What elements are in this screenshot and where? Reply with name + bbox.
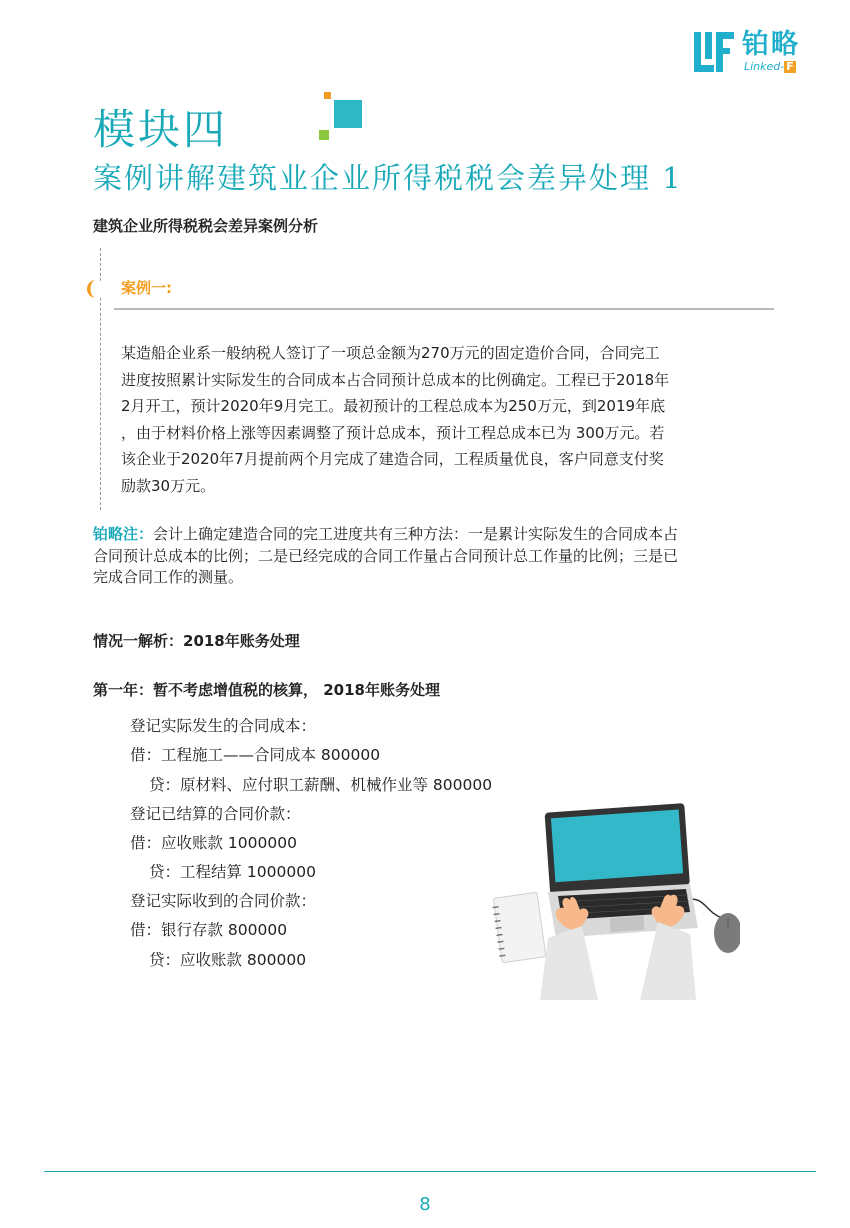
entry-line: 贷：原材料、应付职工薪酬、机械作业等 800000 bbox=[149, 776, 493, 794]
page-number: 8 bbox=[419, 1194, 431, 1215]
module-title: 模块四 bbox=[93, 105, 229, 154]
entry-line: 借：应收账款 1000000 bbox=[130, 834, 297, 852]
deco-square-orange bbox=[324, 92, 331, 99]
entry-line: 贷：工程结算 1000000 bbox=[149, 863, 316, 881]
case-line: 励款30万元。 bbox=[121, 476, 216, 495]
deco-square-green bbox=[319, 130, 329, 140]
case-line: 进度按照累计实际发生的合同成本占合同预计总成本的比例确定。工程已于2018年 bbox=[121, 370, 670, 389]
entry-line: 登记已结算的合同价款： bbox=[130, 805, 301, 823]
note-label: 铂略注： bbox=[93, 525, 154, 543]
case-body bbox=[121, 340, 771, 499]
laptop-illustration-icon bbox=[490, 800, 740, 1000]
entry-line: 登记实际收到的合同价款： bbox=[130, 892, 317, 910]
case-line: 某造船企业系一般纳税人签订了一项总金额为270万元的固定造价合同，合同完工 bbox=[121, 344, 660, 362]
case-line: 该企业于2020年7月提前两个月完成了建造合同，工程质量优良，客户同意支付奖 bbox=[121, 450, 664, 468]
footer-rule bbox=[44, 1171, 816, 1172]
year-heading: 第一年：暂不考虑增值税的核算， 2018年账务处理 bbox=[93, 681, 440, 699]
note-line: 会计上确定建造合同的完工进度共有三种方法：一是累计实际发生的合同成本占 bbox=[153, 525, 679, 543]
case-divider bbox=[114, 308, 774, 310]
logo-text: 铂略 bbox=[742, 29, 800, 60]
logo-mark-icon bbox=[694, 32, 734, 72]
case-bullet-icon bbox=[86, 279, 106, 299]
section-heading: 建筑企业所得税税会差异案例分析 bbox=[93, 217, 319, 235]
note-block bbox=[93, 524, 783, 589]
entry-line: 登记实际发生的合同成本： bbox=[130, 717, 317, 735]
case-label: 案例一: bbox=[121, 279, 172, 297]
entry-line: 借：工程施工——合同成本 800000 bbox=[130, 746, 381, 764]
module-subtitle: 案例讲解建筑业企业所得税税会差异处理 1 bbox=[93, 161, 683, 195]
note-line: 合同预计总成本的比例；二是已经完成的合同工作量占合同预计总工作量的比例；三是已 bbox=[93, 546, 679, 565]
note-line: 完成合同工作的测量。 bbox=[93, 568, 244, 586]
logo-subtext: Linked- F bbox=[744, 60, 794, 73]
entry-line: 贷：应收账款 800000 bbox=[149, 951, 307, 969]
case-line: 2月开工，预计2020年9月完工。最初预计的工程总成本为250万元，到2019年底 bbox=[121, 397, 666, 415]
entry-line: 借：银行存款 800000 bbox=[130, 921, 288, 939]
analysis-heading: 情况一解析：2018年账务处理 bbox=[93, 632, 300, 650]
deco-square-teal bbox=[334, 100, 362, 128]
case-line: ，由于材料价格上涨等因素调整了预计总成本，预计工程总成本已为 300万元。若 bbox=[121, 423, 665, 442]
